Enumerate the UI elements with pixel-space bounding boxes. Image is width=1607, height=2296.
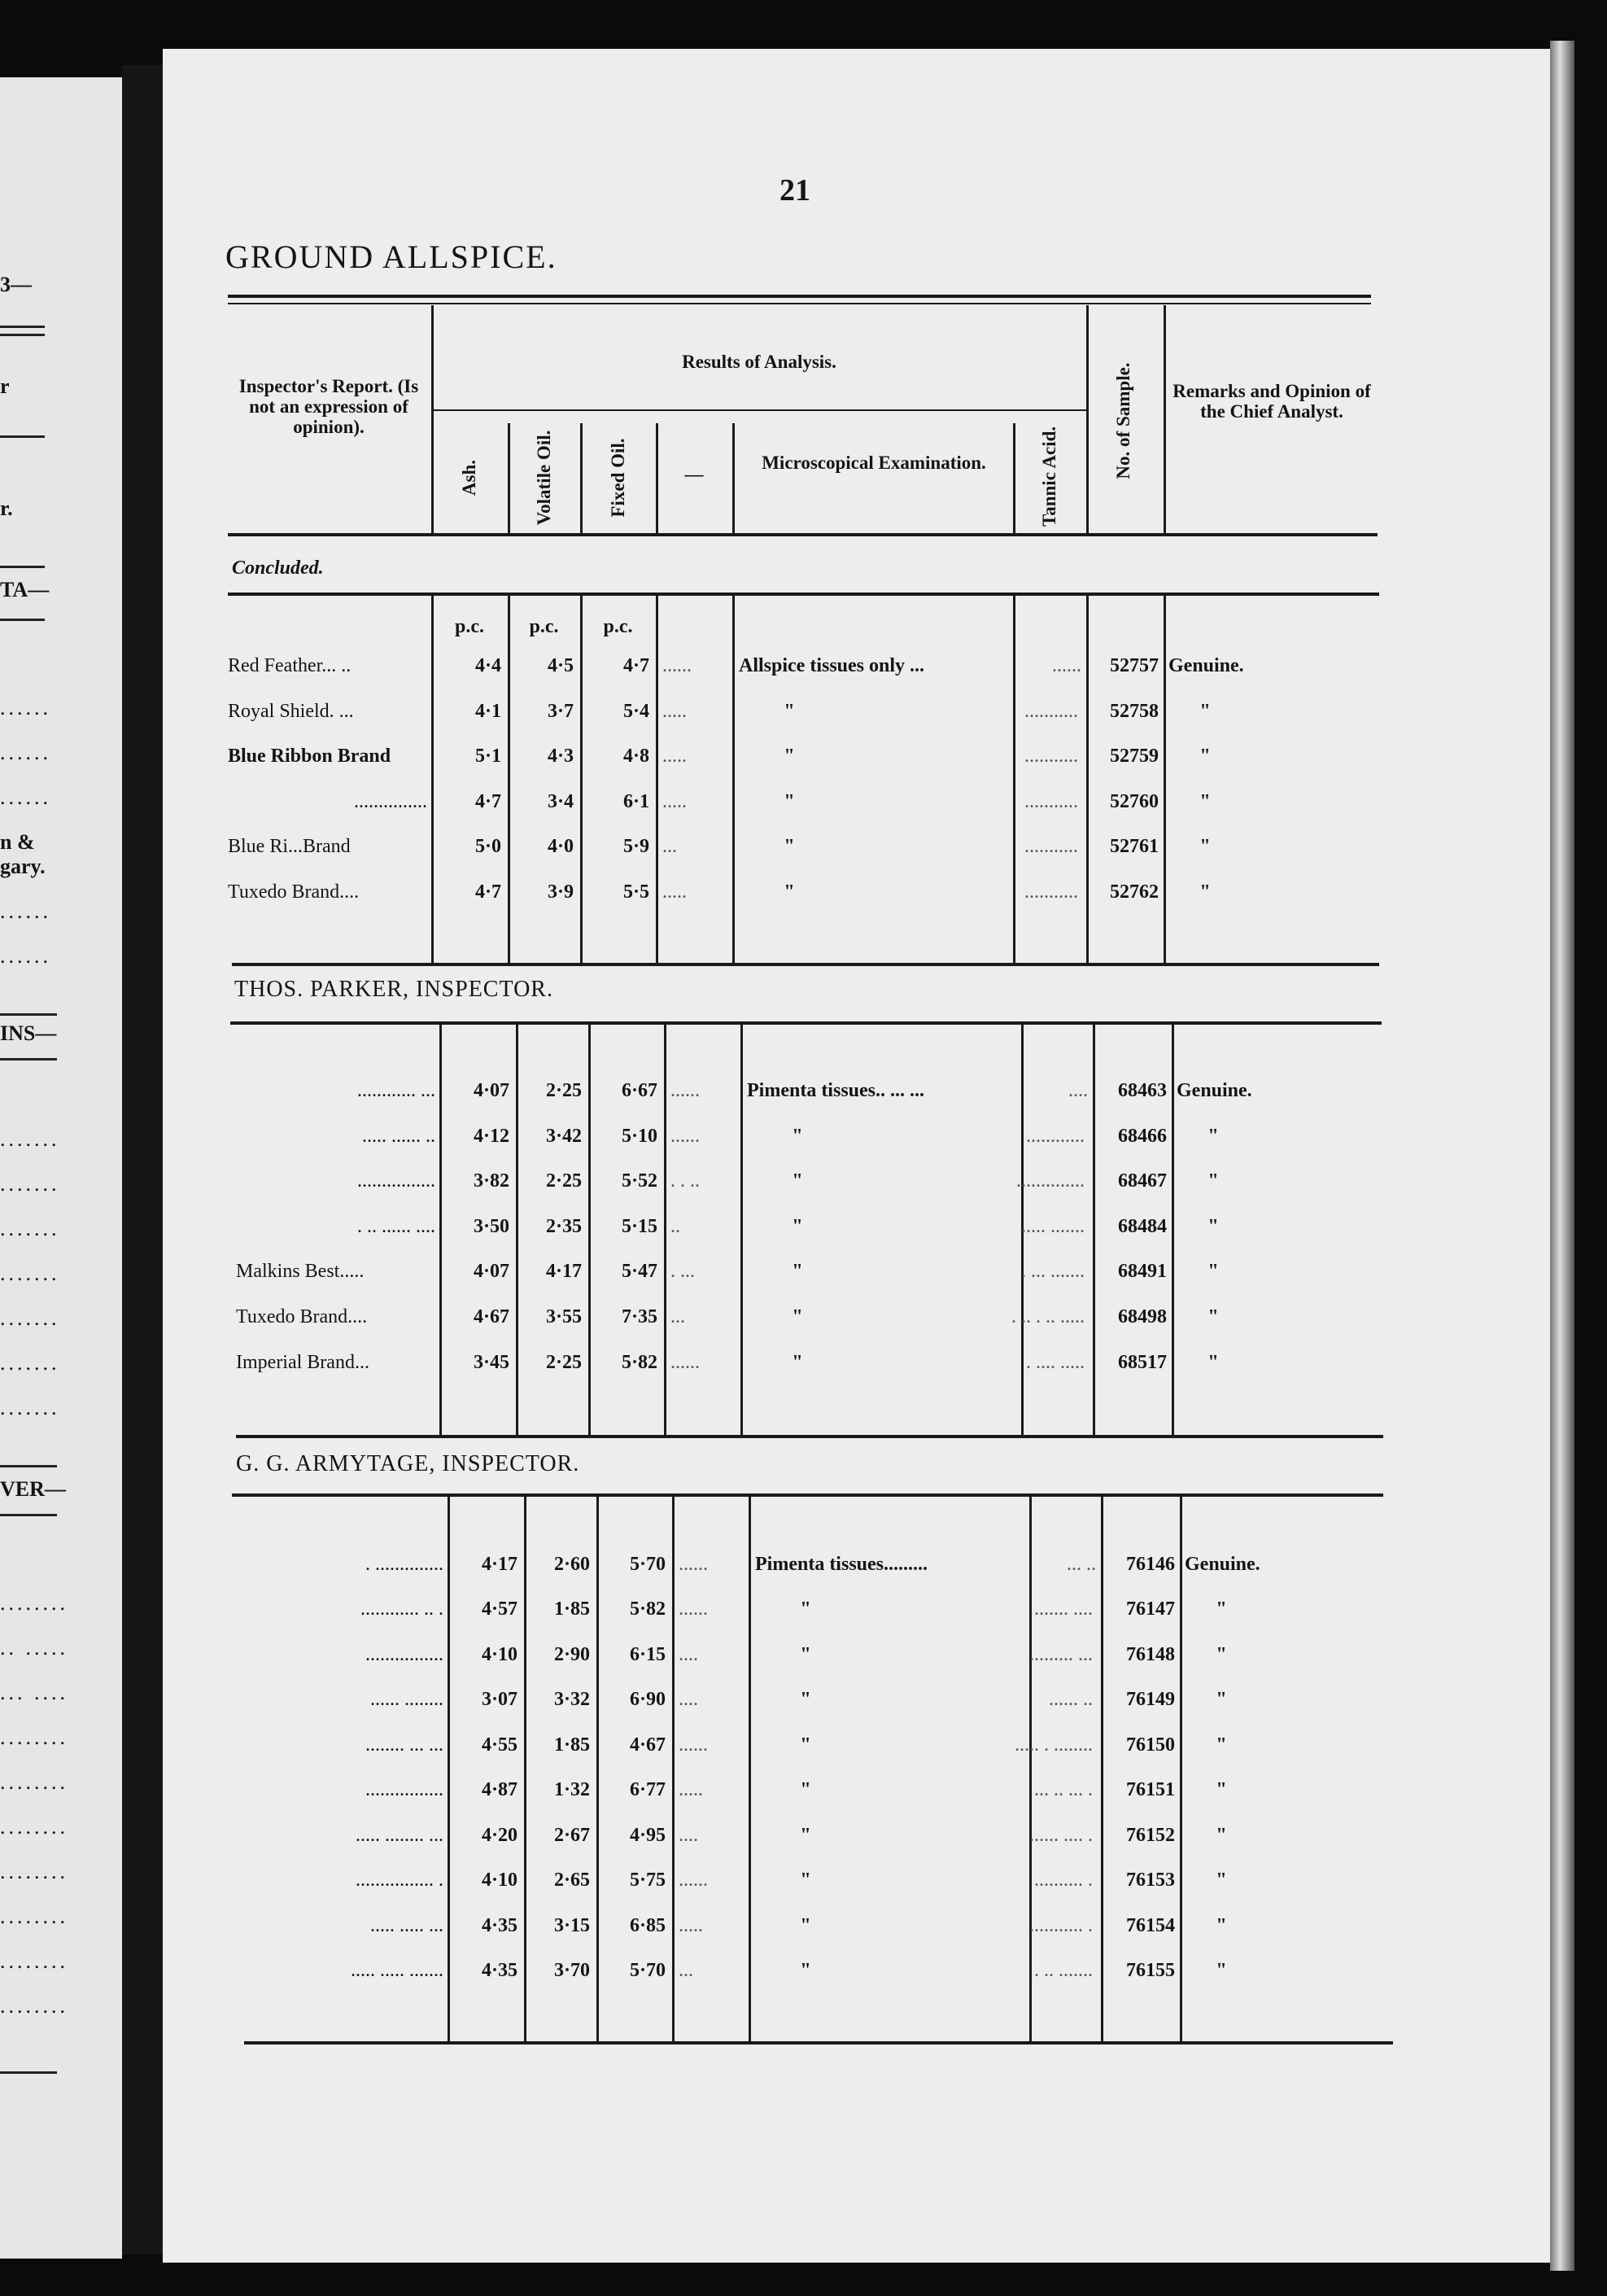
row-remark: " (1216, 1870, 1227, 1891)
row-tannic-dots: ... .. ... . (1034, 1779, 1093, 1800)
row-remark: " (1216, 1779, 1227, 1800)
left-rule (0, 2071, 57, 2074)
row-ash: 4·10 (481, 1644, 517, 1665)
header-top-rule (228, 295, 1371, 298)
header-no-of-sample: No. of Sample. (1113, 362, 1133, 479)
row-microscopical: " (800, 1644, 811, 1665)
left-dots: ........ (0, 1725, 68, 1749)
left-rule (0, 566, 45, 568)
row-sample-no: 68498 (1118, 1306, 1167, 1327)
left-dots: ....... (0, 1172, 60, 1196)
row-remark: " (1207, 1352, 1219, 1373)
row-ash: 4·7 (474, 881, 501, 903)
left-dots: ...... (0, 944, 51, 968)
row-remark: " (1207, 1170, 1219, 1192)
row-volatile-oil: 2·65 (553, 1870, 590, 1891)
row-ash: 4·17 (481, 1554, 517, 1575)
row-tannic-dots: ...... .... . (1029, 1825, 1093, 1846)
row-blank: ...... (670, 1126, 700, 1147)
left-dots: ...... (0, 785, 51, 809)
row-sample-no: 76151 (1126, 1779, 1175, 1800)
row-report: . .. ...... .... (357, 1216, 435, 1237)
row-ash: 4·35 (481, 1960, 517, 1981)
row-volatile-oil: 1·85 (553, 1598, 590, 1620)
header-remarks: Remarks and Opinion of the Chief Analyst. (1172, 381, 1371, 422)
row-tannic-dots: ............ (1026, 1126, 1085, 1147)
header-microscopical: Microscopical Examination. (762, 453, 986, 473)
row-blank: .... (679, 1689, 698, 1710)
row-tannic-dots: ........... (1024, 701, 1078, 722)
left-dots: ...... (0, 741, 51, 764)
row-ash: 4·4 (474, 655, 501, 676)
row-tannic-dots: .............. (1016, 1170, 1085, 1192)
col-rule (672, 1496, 675, 2041)
row-sample-no: 52760 (1110, 791, 1159, 812)
row-tannic: ... .. (1067, 1554, 1096, 1575)
row-fixed-oil: 5·70 (629, 1960, 666, 1981)
row-volatile-oil: 4·5 (547, 655, 574, 676)
book-gutter (122, 65, 167, 2254)
header-top-rule (228, 303, 1371, 304)
row-microscopical: " (792, 1126, 803, 1147)
row-blank: ...... (679, 1598, 708, 1620)
row-microscopical: " (800, 1870, 811, 1891)
row-sample-no: 52762 (1110, 881, 1159, 903)
row-tannic-dots: .......... . (1034, 1870, 1093, 1891)
row-volatile-oil: 3·7 (547, 701, 574, 722)
row-blank: ... (679, 1960, 693, 1981)
row-ash: 4·07 (473, 1080, 509, 1101)
row-remark: " (1199, 836, 1211, 857)
row-sample-no: 76147 (1126, 1598, 1175, 1620)
row-blank: ... (670, 1306, 685, 1327)
row-sample-no: 76148 (1126, 1644, 1175, 1665)
row-report: Tuxedo Brand.... (228, 881, 360, 903)
row-volatile-oil: 2·25 (545, 1352, 582, 1373)
row-fixed-oil: 5·10 (621, 1126, 657, 1147)
section-bottom-rule (244, 2041, 1393, 2045)
row-fixed-oil: 5·52 (621, 1170, 657, 1192)
row-fixed-oil: 5·9 (622, 836, 649, 857)
row-report: ..... ...... .. (362, 1126, 435, 1147)
left-rule (0, 326, 45, 328)
left-dots: ........ (0, 1860, 68, 1883)
row-blank: ...... (679, 1734, 708, 1756)
col-rule (580, 423, 583, 533)
row-microscopical: " (800, 1689, 811, 1710)
row-ash: 4·10 (481, 1870, 517, 1891)
left-rule (0, 1465, 57, 1467)
section-heading: THOS. PARKER, INSPECTOR. (234, 977, 553, 1002)
row-report: ................ . (356, 1870, 443, 1891)
row-remark: " (1207, 1126, 1219, 1147)
section-bottom-rule (236, 1435, 1383, 1438)
row-remark: " (1216, 1689, 1227, 1710)
row-remark: " (1216, 1598, 1227, 1620)
row-blank: ...... (679, 1870, 708, 1891)
row-ash: 5·0 (474, 836, 501, 857)
row-volatile-oil: 2·60 (553, 1554, 590, 1575)
row-blank: . . .. (670, 1170, 700, 1192)
left-rule (0, 1514, 57, 1516)
row-ash: 4·20 (481, 1825, 517, 1846)
row-tannic: ...... (1052, 655, 1081, 676)
unit-volatile: p.c. (529, 616, 559, 637)
row-microscopical: " (784, 791, 795, 812)
row-report: ..... ..... ... (370, 1915, 443, 1936)
col-rule (732, 596, 735, 964)
row-ash: 4·7 (474, 791, 501, 812)
left-dots: ........ (0, 1815, 68, 1839)
row-ash: 4·55 (481, 1734, 517, 1756)
left-fragment-6: INS— (0, 1021, 57, 1045)
results-rule (434, 409, 1086, 411)
row-volatile-oil: 4·17 (545, 1261, 582, 1282)
row-volatile-oil: 4·3 (547, 746, 574, 767)
left-dots: ....... (0, 1127, 60, 1151)
row-volatile-oil: 4·0 (547, 836, 574, 857)
row-report: ..... ........ ... (356, 1825, 443, 1846)
col-rule (1013, 423, 1015, 533)
left-fragment-1: 3— (0, 273, 32, 296)
row-microscopical: " (800, 1598, 811, 1620)
row-sample-no: 76149 (1126, 1689, 1175, 1710)
row-tannic: .... (1068, 1080, 1088, 1101)
header-ash: Ash. (459, 459, 479, 496)
col-rule (508, 596, 510, 964)
row-tannic-dots: . .. ....... (1034, 1960, 1093, 1981)
left-fragment-2: r. (0, 496, 13, 520)
row-tannic-dots: ........... (1024, 791, 1078, 812)
row-ash: 4·12 (473, 1126, 509, 1147)
row-microscopical: " (792, 1306, 803, 1327)
row-sample-no: 68484 (1118, 1216, 1167, 1237)
row-report: Blue Ri...Brand (228, 836, 351, 857)
col-rule (1013, 596, 1015, 964)
row-ash: 3·50 (473, 1216, 509, 1237)
row-ash: 4·35 (481, 1915, 517, 1936)
page-number: 21 (779, 173, 810, 208)
header-inspector-report: Inspector's Report. (Is not an expression of opinion). (238, 376, 419, 437)
row-sample-no: 76146 (1126, 1554, 1175, 1575)
row-volatile-oil: 2·90 (553, 1644, 590, 1665)
header-fixed-oil: Fixed Oil. (608, 438, 628, 518)
row-remark: " (1216, 1825, 1227, 1846)
left-page-fragment (0, 77, 122, 2259)
row-fixed-oil: 5·15 (621, 1216, 657, 1237)
header-blank-col: — (684, 464, 704, 484)
col-rule (431, 305, 434, 533)
row-ash: 4·1 (474, 701, 501, 722)
row-fixed-oil: 4·67 (629, 1734, 666, 1756)
left-dots: ... .... (0, 1681, 68, 1704)
row-blank: ..... (662, 791, 687, 812)
col-rule (1172, 1024, 1174, 1437)
row-report: ............ ... (357, 1080, 435, 1101)
row-microscopical: " (792, 1170, 803, 1192)
row-ash: 4·07 (473, 1261, 509, 1282)
col-rule (732, 423, 735, 533)
row-remark: " (1207, 1261, 1219, 1282)
row-fixed-oil: 5·70 (629, 1554, 666, 1575)
row-volatile-oil: 3·9 (547, 881, 574, 903)
row-report: ........ ... ... (365, 1734, 443, 1756)
row-blank: .. (670, 1216, 680, 1237)
left-dots: ........ (0, 1770, 68, 1794)
row-blank: ...... (670, 1352, 700, 1373)
row-microscopical: " (800, 1734, 811, 1756)
row-report: Royal Shield. ... (228, 701, 354, 722)
row-microscopical: " (800, 1915, 811, 1936)
row-tannic-dots: ....... .... (1034, 1598, 1093, 1620)
row-remark: " (1199, 701, 1211, 722)
row-volatile-oil: 3·4 (547, 791, 574, 812)
row-volatile-oil: 2·35 (545, 1216, 582, 1237)
row-microscopical: " (800, 1779, 811, 1800)
row-blank: ..... (662, 746, 687, 767)
section-rule (232, 1493, 1383, 1497)
unit-fixed: p.c. (603, 616, 633, 637)
row-fixed-oil: 6·77 (629, 1779, 666, 1800)
row-remark: " (1199, 746, 1211, 767)
row-blank: ..... (679, 1779, 703, 1800)
row-microscopical: " (784, 746, 795, 767)
row-remark: Genuine. (1177, 1080, 1252, 1101)
row-blank: ..... (679, 1915, 703, 1936)
left-dots: ....... (0, 1262, 60, 1285)
row-fixed-oil: 6·90 (629, 1689, 666, 1710)
row-volatile-oil: 3·32 (553, 1689, 590, 1710)
row-ash: 3·45 (473, 1352, 509, 1373)
row-remark: " (1199, 791, 1211, 812)
row-sample-no: 68463 (1118, 1080, 1167, 1101)
row-sample-no: 76150 (1126, 1734, 1175, 1756)
row-sample-no: 52761 (1110, 836, 1159, 857)
row-remark: " (1216, 1734, 1227, 1756)
row-sample-no: 76153 (1126, 1870, 1175, 1891)
left-dots: ........ (0, 1994, 68, 2018)
left-rule (0, 1058, 57, 1061)
row-fixed-oil: 6·15 (629, 1644, 666, 1665)
row-ash: 4·57 (481, 1598, 517, 1620)
left-rule (0, 435, 45, 438)
col-rule (580, 596, 583, 964)
row-report: ................ (357, 1170, 435, 1192)
row-report: ............ .. . (360, 1598, 443, 1620)
row-microscopical: Pimenta tissues......... (755, 1554, 928, 1575)
section-heading: G. G. ARMYTAGE, INSPECTOR. (236, 1451, 580, 1476)
row-tannic-dots: ........... (1024, 836, 1078, 857)
row-report: Malkins Best..... (236, 1261, 365, 1282)
row-ash: 4·87 (481, 1779, 517, 1800)
row-microscopical: Allspice tissues only ... (739, 655, 925, 676)
row-tannic-dots: . ... ....... (1021, 1261, 1085, 1282)
row-fixed-oil: 6·67 (621, 1080, 657, 1101)
row-tannic-dots: ........... . (1029, 1915, 1093, 1936)
row-microscopical: " (784, 701, 795, 722)
col-rule (508, 423, 510, 533)
col-rule (1164, 596, 1166, 964)
row-microscopical: " (800, 1825, 811, 1846)
row-fixed-oil: 7·35 (621, 1306, 657, 1327)
row-volatile-oil: 3·42 (545, 1126, 582, 1147)
row-report: Tuxedo Brand.... (236, 1306, 368, 1327)
row-sample-no: 52758 (1110, 701, 1159, 722)
row-report: Red Feather... .. (228, 655, 352, 676)
col-rule (1086, 305, 1089, 533)
row-fixed-oil: 5·47 (621, 1261, 657, 1282)
row-report: . .............. (365, 1554, 443, 1575)
row-volatile-oil: 2·25 (545, 1080, 582, 1101)
row-blank: ..... (662, 881, 687, 903)
row-tannic-dots: ...... .. (1049, 1689, 1093, 1710)
left-dots: ....... (0, 1217, 60, 1240)
row-microscopical: " (784, 881, 795, 903)
left-dots: .. ..... (0, 1636, 68, 1660)
row-blank: . ... (670, 1261, 695, 1282)
page-edge (1550, 41, 1574, 2271)
row-tannic-dots: . .. . .. ..... (1011, 1306, 1085, 1327)
left-dots: ....... (0, 1351, 60, 1375)
row-microscopical: " (800, 1960, 811, 1981)
row-remark: " (1207, 1216, 1219, 1237)
left-dots: ........ (0, 1949, 68, 1973)
section-rule (230, 1021, 1382, 1025)
row-sample-no: 68466 (1118, 1126, 1167, 1147)
row-fixed-oil: 5·82 (629, 1598, 666, 1620)
col-rule (664, 1024, 666, 1437)
row-fixed-oil: 4·95 (629, 1825, 666, 1846)
row-tannic-dots: ......... ... (1029, 1644, 1093, 1665)
row-microscopical: " (792, 1352, 803, 1373)
row-volatile-oil: 3·15 (553, 1915, 590, 1936)
col-rule (431, 596, 434, 964)
left-fragment-3: TA— (0, 578, 50, 601)
left-fragment-7: VER— (0, 1477, 66, 1501)
header-tannic-acid: Tannic Acid. (1039, 426, 1059, 527)
row-blank: ..... (662, 701, 687, 722)
row-fixed-oil: 4·8 (622, 746, 649, 767)
row-blank: ...... (662, 655, 692, 676)
page-title: GROUND ALLSPICE. (225, 238, 557, 275)
row-tannic-dots: ........... (1024, 746, 1078, 767)
row-remark: " (1207, 1306, 1219, 1327)
row-tannic-dots: ........... (1024, 881, 1078, 903)
left-dots: ...... (0, 696, 51, 719)
row-microscopical: " (792, 1216, 803, 1237)
row-sample-no: 68517 (1118, 1352, 1167, 1373)
left-dots: ....... (0, 1396, 60, 1419)
left-dots: ........ (0, 1905, 68, 1928)
row-microscopical: " (784, 836, 795, 857)
row-remark: " (1199, 881, 1211, 903)
left-fragment-r: r (0, 374, 10, 398)
row-ash: 4·67 (473, 1306, 509, 1327)
col-rule (1086, 596, 1089, 964)
row-blank: ...... (679, 1554, 708, 1575)
row-sample-no: 52759 (1110, 746, 1159, 767)
row-report: ..... ..... ....... (351, 1960, 443, 1981)
row-remark: " (1216, 1915, 1227, 1936)
row-report: Imperial Brand... (236, 1352, 369, 1373)
header-bottom-rule (228, 533, 1378, 536)
row-report: ...... ........ (370, 1689, 443, 1710)
row-fixed-oil: 5·82 (621, 1352, 657, 1373)
left-fragment-4: n & (0, 830, 35, 854)
row-sample-no: 68467 (1118, 1170, 1167, 1192)
header-volatile-oil: Volatile Oil. (534, 430, 554, 526)
unit-ash: p.c. (455, 616, 484, 637)
row-volatile-oil: 3·55 (545, 1306, 582, 1327)
row-remark: " (1216, 1644, 1227, 1665)
header-results: Results of Analysis. (682, 352, 836, 372)
left-rule (0, 619, 45, 621)
row-ash: 5·1 (474, 746, 501, 767)
section-bottom-rule (232, 963, 1379, 966)
row-remark: " (1216, 1960, 1227, 1981)
row-tannic-dots: ..... . ........ (1015, 1734, 1093, 1756)
row-sample-no: 52757 (1110, 655, 1159, 676)
section-rule (228, 593, 1379, 596)
row-report: ................ (365, 1779, 443, 1800)
col-rule (1180, 1496, 1182, 2041)
left-dots: ...... (0, 899, 51, 923)
row-tannic-dots: . .... ..... (1026, 1352, 1085, 1373)
row-fixed-oil: 5·5 (622, 881, 649, 903)
row-fixed-oil: 6·1 (622, 791, 649, 812)
row-volatile-oil: 3·70 (553, 1960, 590, 1981)
row-sample-no: 76155 (1126, 1960, 1175, 1981)
left-fragment-5: gary. (0, 855, 46, 878)
row-microscopical: Pimenta tissues.. ... ... (747, 1080, 924, 1101)
row-remark: Genuine. (1185, 1554, 1260, 1575)
row-sample-no: 76152 (1126, 1825, 1175, 1846)
row-ash: 3·82 (473, 1170, 509, 1192)
row-report: ............... (354, 791, 427, 812)
row-blank: .... (679, 1644, 698, 1665)
row-volatile-oil: 2·25 (545, 1170, 582, 1192)
row-tannic-dots: ..... ....... (1021, 1216, 1085, 1237)
row-fixed-oil: 4·7 (622, 655, 649, 676)
left-rule (0, 1013, 57, 1016)
row-volatile-oil: 2·67 (553, 1825, 590, 1846)
row-volatile-oil: 1·85 (553, 1734, 590, 1756)
left-dots: ........ (0, 1591, 68, 1615)
row-microscopical: " (792, 1261, 803, 1282)
row-sample-no: 68491 (1118, 1261, 1167, 1282)
row-blank: .... (679, 1825, 698, 1846)
row-fixed-oil: 6·85 (629, 1915, 666, 1936)
row-report: ................ (365, 1644, 443, 1665)
row-blank: ...... (670, 1080, 700, 1101)
row-remark: Genuine. (1168, 655, 1244, 676)
row-report: Blue Ribbon Brand (228, 746, 391, 767)
row-sample-no: 76154 (1126, 1915, 1175, 1936)
row-ash: 3·07 (481, 1689, 517, 1710)
col-rule (656, 596, 658, 964)
row-fixed-oil: 5·4 (622, 701, 649, 722)
left-dots: ....... (0, 1306, 60, 1330)
left-rule (0, 334, 45, 336)
row-fixed-oil: 5·75 (629, 1870, 666, 1891)
section-heading: Concluded. (232, 558, 324, 579)
row-blank: ... (662, 836, 677, 857)
row-volatile-oil: 1·32 (553, 1779, 590, 1800)
